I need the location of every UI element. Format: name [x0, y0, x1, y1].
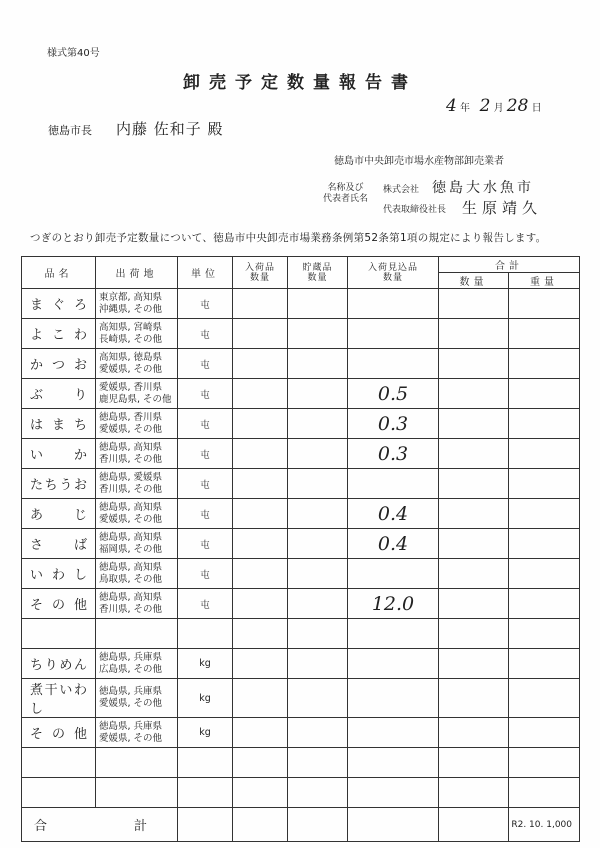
stored-qty-cell — [288, 748, 348, 778]
name-label-line: 名称及び — [327, 183, 364, 193]
table-row — [22, 748, 580, 778]
arrival-qty-cell — [233, 439, 288, 469]
total-count-cell — [439, 529, 509, 559]
report-date — [446, 96, 542, 116]
stored-qty-cell — [288, 589, 348, 619]
item-name: ぶり — [22, 379, 96, 409]
total-weight-cell — [509, 778, 580, 808]
origin-line: 愛媛県, その他 — [99, 513, 163, 525]
expected-qty-cell: 12.0 — [348, 589, 439, 619]
origin-line: 香川県, その他 — [99, 483, 163, 495]
header-unit: 単位 — [178, 257, 233, 289]
arrival-qty-cell — [233, 379, 288, 409]
stored-qty-cell — [288, 289, 348, 319]
table-row — [22, 289, 580, 319]
item-name: よこわ — [22, 319, 96, 349]
origin-line: 徳島県, 兵庫県 — [99, 720, 163, 732]
stored-qty-cell — [288, 319, 348, 349]
item-name: 煮干いわし — [22, 679, 96, 718]
unit-cell: 屯 — [178, 499, 233, 529]
total-count-cell — [439, 319, 509, 349]
origin-cell — [96, 439, 178, 469]
date-year-unit: 年 — [460, 103, 471, 114]
item-name: ちりめん — [22, 649, 96, 679]
expected-qty-cell: 0.4 — [348, 529, 439, 559]
origin-cell — [96, 589, 178, 619]
expected-qty-cell — [348, 649, 439, 679]
unit-cell: 屯 — [178, 289, 233, 319]
header-origin: 出荷地 — [96, 257, 178, 289]
unit-cell: 屯 — [178, 589, 233, 619]
unit-cell: kg — [178, 679, 233, 718]
arrival-qty-cell — [233, 349, 288, 379]
origin-line: 広島県, その他 — [99, 663, 163, 675]
total-count-cell — [439, 748, 509, 778]
expected-qty-cell — [348, 289, 439, 319]
table-row — [22, 499, 580, 529]
origin-cell — [96, 499, 178, 529]
arrival-qty-cell — [233, 679, 288, 718]
table-row — [22, 379, 580, 409]
origin-cell — [96, 529, 178, 559]
origin-cell — [96, 619, 178, 649]
quantity-report-table — [21, 256, 580, 842]
origin-line: 徳島県, 高知県 — [99, 591, 163, 603]
origin-line: 徳島県, 高知県 — [99, 441, 163, 453]
representative-title: 代表取締役社長 — [383, 205, 447, 215]
total-count-cell — [439, 619, 509, 649]
stored-qty-cell — [288, 679, 348, 718]
origin-line: 愛媛県, その他 — [99, 423, 163, 435]
total-count-cell — [439, 409, 509, 439]
unit-cell: 屯 — [178, 559, 233, 589]
company-name: 徳島大水魚市 — [432, 180, 534, 196]
stored-qty-cell — [288, 499, 348, 529]
item-name: かつお — [22, 349, 96, 379]
footer-print-code: R2. 10. 1,000 — [511, 820, 572, 830]
expected-qty-cell — [348, 718, 439, 748]
total-weight-cell — [509, 499, 580, 529]
origin-cell — [96, 409, 178, 439]
stored-qty-cell — [288, 778, 348, 808]
table-row — [22, 439, 580, 469]
expected-qty-cell: 0.5 — [348, 379, 439, 409]
total-weight-cell — [509, 679, 580, 718]
arrival-qty-cell — [233, 289, 288, 319]
table-row — [22, 349, 580, 379]
name-and-representative-label — [323, 183, 368, 205]
origin-cell — [96, 778, 178, 808]
header-stored-line2: 数量 — [307, 272, 328, 283]
header-count: 数量 — [439, 273, 509, 289]
origin-line: 愛媛県, その他 — [99, 732, 163, 744]
origin-line: 徳島県, 兵庫県 — [99, 686, 163, 697]
expected-qty-cell: 0.3 — [348, 439, 439, 469]
origin-line: 高知県, 徳島県 — [99, 351, 163, 363]
arrival-qty-cell — [233, 748, 288, 778]
stored-qty-cell — [288, 379, 348, 409]
unit-cell — [178, 619, 233, 649]
expected-qty-cell — [348, 778, 439, 808]
header-expected-line1: 入荷見込品 — [367, 262, 418, 273]
unit-cell: 屯 — [178, 469, 233, 499]
total-weight-cell — [509, 409, 580, 439]
header-arrival-qty — [233, 257, 288, 289]
table-row — [22, 649, 580, 679]
arrival-qty-cell — [233, 529, 288, 559]
grand-total-cell — [288, 808, 348, 842]
arrival-qty-cell — [233, 409, 288, 439]
total-count-cell — [439, 469, 509, 499]
total-weight-cell — [509, 379, 580, 409]
arrival-qty-cell — [233, 559, 288, 589]
item-name: その他 — [22, 718, 96, 748]
header-arrival-line1: 入荷品 — [244, 262, 275, 273]
total-weight-cell — [509, 289, 580, 319]
header-expected-qty — [348, 257, 439, 289]
table-row — [22, 469, 580, 499]
unit-cell: 屯 — [178, 529, 233, 559]
stored-qty-cell — [288, 718, 348, 748]
date-month-unit: 月 — [493, 103, 504, 114]
origin-line: 愛媛県, その他 — [99, 363, 163, 375]
stored-qty-cell — [288, 529, 348, 559]
representative-label-line: 代表者氏名 — [323, 194, 369, 204]
grand-total-label: 合計 — [22, 808, 178, 842]
form-number: 様式第40号 — [47, 48, 100, 59]
total-count-cell — [439, 718, 509, 748]
origin-line: 東京都, 高知県 — [99, 291, 163, 303]
origin-line: 徳島県, 高知県 — [99, 531, 163, 543]
total-weight-cell — [509, 748, 580, 778]
origin-line: 福岡県, その他 — [99, 543, 163, 555]
origin-cell — [96, 379, 178, 409]
table-row — [22, 409, 580, 439]
document-title: 卸売予定数量報告書 — [183, 73, 417, 93]
total-weight-cell — [509, 559, 580, 589]
stored-qty-cell — [288, 409, 348, 439]
table-row — [22, 778, 580, 808]
total-count-cell — [439, 289, 509, 319]
origin-cell — [96, 559, 178, 589]
grand-total-cell — [348, 808, 439, 842]
total-count-cell — [439, 649, 509, 679]
header-stored-line1: 貯蔵品 — [302, 262, 333, 273]
stored-qty-cell — [288, 469, 348, 499]
origin-cell — [96, 319, 178, 349]
arrival-qty-cell — [233, 589, 288, 619]
table-row — [22, 619, 580, 649]
origin-line: 徳島県, 高知県 — [99, 501, 163, 513]
arrival-qty-cell — [233, 469, 288, 499]
total-count-cell — [439, 679, 509, 718]
unit-cell: 屯 — [178, 319, 233, 349]
expected-qty-cell — [348, 748, 439, 778]
expected-qty-cell: 0.3 — [348, 409, 439, 439]
unit-cell: 屯 — [178, 439, 233, 469]
stored-qty-cell — [288, 619, 348, 649]
item-name: たちうお — [22, 469, 96, 499]
table-row — [22, 559, 580, 589]
unit-cell: kg — [178, 649, 233, 679]
report-statement: つぎのとおり卸売予定数量について、徳島市中央卸売市場業務条例第52条第1項の規定により報告します。 — [30, 232, 547, 244]
item-name: あじ — [22, 499, 96, 529]
total-weight-cell — [509, 319, 580, 349]
origin-cell — [96, 748, 178, 778]
origin-line: 徳島県, 兵庫県 — [99, 651, 163, 663]
expected-qty-cell — [348, 679, 439, 718]
origin-line: 徳島県, 高知県 — [99, 561, 163, 573]
table-row — [22, 589, 580, 619]
item-name: さば — [22, 529, 96, 559]
item-name: その他 — [22, 589, 96, 619]
origin-cell — [96, 649, 178, 679]
seller-department: 徳島市中央卸売市場水産物部卸売業者 — [334, 156, 504, 167]
header-item: 品名 — [22, 257, 96, 289]
unit-cell: 屯 — [178, 409, 233, 439]
total-weight-cell — [509, 649, 580, 679]
total-count-cell — [439, 499, 509, 529]
representative-name: 生原靖久 — [462, 199, 543, 217]
item-name — [22, 748, 96, 778]
stored-qty-cell — [288, 649, 348, 679]
origin-cell — [96, 718, 178, 748]
arrival-qty-cell — [233, 619, 288, 649]
date-day-unit: 日 — [531, 103, 542, 114]
grand-total-cell — [233, 808, 288, 842]
date-day: 28 — [506, 96, 529, 116]
origin-line: 長崎県, その他 — [99, 333, 163, 345]
origin-line: 愛媛県, 香川県 — [99, 381, 163, 393]
item-name: はまち — [22, 409, 96, 439]
origin-line: 徳島県, 愛媛県 — [99, 471, 163, 483]
total-weight-cell — [509, 718, 580, 748]
origin-line: 愛媛県, その他 — [99, 698, 163, 709]
arrival-qty-cell — [233, 649, 288, 679]
origin-cell — [96, 679, 178, 718]
date-year: 4 — [446, 96, 457, 116]
item-name: いか — [22, 439, 96, 469]
expected-qty-cell — [348, 319, 439, 349]
grand-total-count — [439, 808, 509, 842]
expected-qty-cell — [348, 559, 439, 589]
date-month: 2 — [479, 96, 491, 116]
stored-qty-cell — [288, 349, 348, 379]
total-weight-cell — [509, 619, 580, 649]
arrival-qty-cell — [233, 319, 288, 349]
total-count-cell — [439, 559, 509, 589]
total-weight-cell — [509, 349, 580, 379]
header-total: 合計 — [439, 257, 580, 273]
item-name — [22, 619, 96, 649]
addressee-name: 内藤 佐和子 殿 — [116, 120, 224, 138]
origin-cell — [96, 469, 178, 499]
origin-line: 鳥取県, その他 — [99, 573, 163, 585]
origin-line: 香川県, その他 — [99, 453, 163, 465]
origin-cell — [96, 349, 178, 379]
total-weight-cell — [509, 589, 580, 619]
total-count-cell — [439, 349, 509, 379]
header-expected-line2: 数量 — [382, 272, 403, 283]
total-count-cell — [439, 778, 509, 808]
expected-qty-cell — [348, 469, 439, 499]
stored-qty-cell — [288, 439, 348, 469]
stored-qty-cell — [288, 559, 348, 589]
total-count-cell — [439, 589, 509, 619]
table-row — [22, 679, 580, 718]
arrival-qty-cell — [233, 718, 288, 748]
arrival-qty-cell — [233, 499, 288, 529]
origin-line: 高知県, 宮崎県 — [99, 321, 163, 333]
item-name: いわし — [22, 559, 96, 589]
header-arrival-line2: 数量 — [249, 272, 270, 283]
unit-cell — [178, 748, 233, 778]
addressee-label: 徳島市長 — [48, 124, 92, 137]
total-count-cell — [439, 439, 509, 469]
total-weight-cell — [509, 469, 580, 499]
header-weight: 重量 — [509, 273, 580, 289]
unit-cell: 屯 — [178, 349, 233, 379]
total-weight-cell — [509, 529, 580, 559]
unit-cell: 屯 — [178, 379, 233, 409]
origin-line: 徳島県, 香川県 — [99, 411, 163, 423]
unit-cell — [178, 778, 233, 808]
total-weight-cell — [509, 439, 580, 469]
table-row — [22, 319, 580, 349]
item-name: まぐろ — [22, 289, 96, 319]
table-row — [22, 718, 580, 748]
table-row — [22, 529, 580, 559]
origin-line: 香川県, その他 — [99, 603, 163, 615]
expected-qty-cell — [348, 349, 439, 379]
grand-total-cell — [178, 808, 233, 842]
item-name — [22, 778, 96, 808]
total-count-cell — [439, 379, 509, 409]
company-type-label: 株式会社 — [383, 185, 420, 195]
expected-qty-cell: 0.4 — [348, 499, 439, 529]
origin-cell — [96, 289, 178, 319]
expected-qty-cell — [348, 619, 439, 649]
arrival-qty-cell — [233, 778, 288, 808]
origin-line: 沖縄県, その他 — [99, 303, 163, 315]
origin-line: 鹿児島県, その他 — [99, 393, 172, 405]
header-stored-qty — [288, 257, 348, 289]
unit-cell: kg — [178, 718, 233, 748]
